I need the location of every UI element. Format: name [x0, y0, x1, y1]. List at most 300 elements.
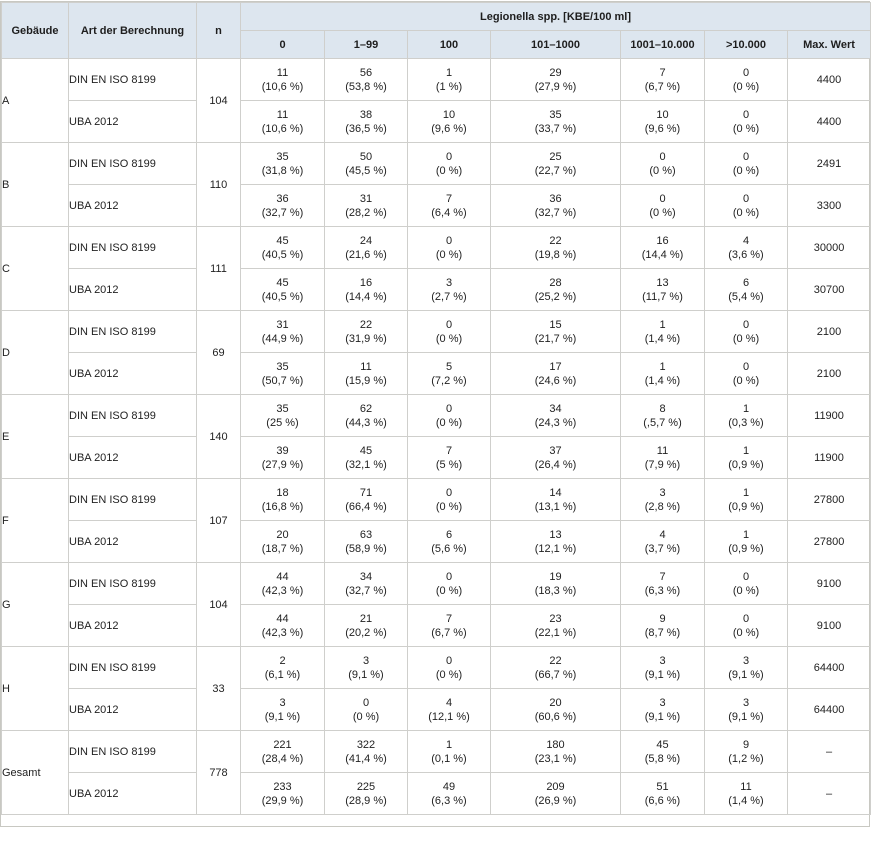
method-label: DIN EN ISO 8199 — [69, 59, 197, 101]
header-range-1001-10000: 1001–10.000 — [621, 31, 705, 59]
count-value: 3 — [742, 654, 750, 667]
percent-value: (36,5 %) — [345, 122, 387, 135]
count-value: 4 — [742, 234, 750, 247]
building-label: E — [2, 395, 69, 479]
table-row — [2, 59, 871, 101]
percent-value: (0 %) — [435, 584, 463, 597]
count-101-1000-cell — [491, 143, 621, 185]
count-value: 2 — [279, 654, 286, 667]
sample-count: 140 — [197, 395, 241, 479]
count-1-99-cell — [325, 689, 408, 731]
percent-value: (0,3 %) — [728, 416, 764, 429]
count-over-10000-cell — [705, 437, 788, 479]
max-value: – — [788, 731, 871, 773]
count-101-1000-cell — [491, 647, 621, 689]
table-body — [2, 59, 871, 815]
percent-value: (10,6 %) — [261, 80, 304, 93]
count-0-cell — [241, 563, 325, 605]
count-0-cell — [241, 59, 325, 101]
count-1-99-cell — [325, 773, 408, 815]
percent-value: (50,7 %) — [261, 374, 304, 387]
count-value: 10 — [442, 108, 456, 121]
count-value: 50 — [359, 150, 373, 163]
count-100-cell — [408, 353, 491, 395]
count-0-cell — [241, 311, 325, 353]
max-value: 27800 — [788, 521, 871, 563]
count-0-cell — [241, 185, 325, 227]
count-value: 22 — [549, 654, 562, 667]
count-value: 7 — [659, 570, 666, 583]
count-value: 11 — [740, 780, 752, 793]
count-value: 180 — [546, 738, 565, 751]
count-value: 0 — [742, 108, 750, 121]
percent-value: (7,9 %) — [644, 458, 681, 471]
count-100-cell — [408, 185, 491, 227]
table-row — [2, 731, 871, 773]
count-101-1000-cell — [491, 521, 621, 563]
method-label: DIN EN ISO 8199 — [69, 731, 197, 773]
count-value: 20 — [549, 696, 562, 709]
building-label: A — [2, 59, 69, 143]
count-over-10000-cell — [705, 479, 788, 521]
count-value: 11 — [276, 108, 289, 121]
count-value: 0 — [445, 150, 453, 163]
percent-value: (12,1 %) — [428, 710, 470, 723]
method-label: DIN EN ISO 8199 — [69, 395, 197, 437]
count-1-99-cell — [325, 605, 408, 647]
building-label: H — [2, 647, 69, 731]
count-101-1000-cell — [491, 311, 621, 353]
count-value: 63 — [359, 528, 373, 541]
method-label: DIN EN ISO 8199 — [69, 563, 197, 605]
percent-value: (3,6 %) — [728, 248, 764, 261]
count-101-1000-cell — [491, 437, 621, 479]
count-value: 0 — [742, 612, 750, 625]
percent-value: (45,5 %) — [345, 164, 387, 177]
count-1001-10000-cell — [621, 647, 705, 689]
percent-value: (23,1 %) — [534, 752, 577, 765]
percent-value: (66,7 %) — [534, 668, 577, 681]
count-value: 3 — [742, 696, 750, 709]
count-1001-10000-cell — [621, 269, 705, 311]
method-label: DIN EN ISO 8199 — [69, 227, 197, 269]
count-100-cell — [408, 227, 491, 269]
header-n: n — [197, 3, 241, 59]
percent-value: (31,8 %) — [261, 164, 304, 177]
percent-value: (0 %) — [732, 374, 760, 387]
percent-value: (5,4 %) — [728, 290, 764, 303]
count-1001-10000-cell — [621, 395, 705, 437]
count-value: 0 — [445, 654, 453, 667]
percent-value: (32,1 %) — [345, 458, 387, 471]
count-value: 6 — [445, 528, 453, 541]
percent-value: (1,4 %) — [644, 332, 681, 345]
count-value: 233 — [273, 780, 292, 793]
percent-value: (58,9 %) — [345, 542, 387, 555]
max-value: 11900 — [788, 395, 871, 437]
count-value: 7 — [445, 192, 453, 205]
sample-count: 104 — [197, 563, 241, 647]
header-range-over-10000: >10.000 — [705, 31, 788, 59]
percent-value: (0 %) — [649, 206, 676, 219]
count-value: 29 — [549, 66, 562, 79]
method-label: UBA 2012 — [69, 353, 197, 395]
count-value: 20 — [276, 528, 289, 541]
count-over-10000-cell — [705, 731, 788, 773]
count-over-10000-cell — [705, 563, 788, 605]
method-label: UBA 2012 — [69, 269, 197, 311]
percent-value: (32,7 %) — [534, 206, 577, 219]
count-value: 225 — [356, 780, 376, 793]
percent-value: (0 %) — [732, 626, 760, 639]
count-1-99-cell — [325, 353, 408, 395]
count-1001-10000-cell — [621, 605, 705, 647]
percent-value: (11,7 %) — [642, 290, 683, 303]
count-value: 0 — [742, 150, 750, 163]
sample-count: 110 — [197, 143, 241, 227]
count-value: 16 — [656, 234, 669, 247]
percent-value: (18,7 %) — [261, 542, 304, 555]
count-value: 0 — [742, 192, 750, 205]
percent-value: (0,1 %) — [431, 752, 467, 765]
count-101-1000-cell — [491, 773, 621, 815]
count-value: 221 — [273, 738, 292, 751]
count-value: 51 — [656, 780, 669, 793]
building-label: C — [2, 227, 69, 311]
count-1-99-cell — [325, 101, 408, 143]
count-value: 0 — [445, 570, 453, 583]
count-1001-10000-cell — [621, 563, 705, 605]
percent-value: (26,4 %) — [534, 458, 577, 471]
percent-value: (28,4 %) — [261, 752, 304, 765]
percent-value: (6,3 %) — [431, 794, 467, 807]
header-range-1-99: 1–99 — [325, 31, 408, 59]
count-1-99-cell — [325, 395, 408, 437]
count-value: 11 — [656, 444, 669, 457]
count-value: 17 — [549, 360, 562, 373]
count-0-cell — [241, 605, 325, 647]
percent-value: (5 %) — [435, 458, 463, 471]
count-value: 14 — [549, 486, 562, 499]
header-group-legionella: Legionella spp. [KBE/100 ml] — [241, 3, 871, 31]
count-value: 8 — [659, 402, 666, 415]
count-value: 5 — [445, 360, 453, 373]
max-value: – — [788, 773, 871, 815]
count-value: 1 — [445, 66, 453, 79]
count-over-10000-cell — [705, 353, 788, 395]
count-value: 1 — [659, 318, 666, 331]
count-value: 62 — [359, 402, 373, 415]
count-value: 7 — [659, 66, 666, 79]
percent-value: (0 %) — [352, 710, 380, 723]
count-0-cell — [241, 143, 325, 185]
count-value: 15 — [549, 318, 562, 331]
percent-value: (6,1 %) — [264, 668, 301, 681]
count-101-1000-cell — [491, 689, 621, 731]
percent-value: (0 %) — [732, 164, 760, 177]
percent-value: (7,2 %) — [431, 374, 467, 387]
count-value: 34 — [549, 402, 562, 415]
percent-value: (0 %) — [732, 122, 760, 135]
percent-value: (3,7 %) — [644, 542, 681, 555]
percent-value: (0,9 %) — [728, 542, 764, 555]
building-label: D — [2, 311, 69, 395]
count-100-cell — [408, 395, 491, 437]
percent-value: (1,4 %) — [644, 374, 681, 387]
percent-value: (0 %) — [435, 332, 463, 345]
percent-value: (32,7 %) — [261, 206, 304, 219]
count-1001-10000-cell — [621, 227, 705, 269]
count-101-1000-cell — [491, 227, 621, 269]
count-over-10000-cell — [705, 59, 788, 101]
percent-value: (9,1 %) — [644, 710, 681, 723]
count-1-99-cell — [325, 437, 408, 479]
count-value: 22 — [549, 234, 562, 247]
percent-value: (0 %) — [732, 80, 760, 93]
count-over-10000-cell — [705, 521, 788, 563]
count-0-cell — [241, 773, 325, 815]
percent-value: (8,7 %) — [644, 626, 681, 639]
count-value: 3 — [362, 654, 370, 667]
sample-count: 104 — [197, 59, 241, 143]
max-value: 2491 — [788, 143, 871, 185]
count-value: 22 — [359, 318, 373, 331]
count-101-1000-cell — [491, 479, 621, 521]
percent-value: (40,5 %) — [261, 248, 304, 261]
count-value: 209 — [546, 780, 565, 793]
count-1001-10000-cell — [621, 59, 705, 101]
percent-value: (0 %) — [435, 416, 463, 429]
count-value: 0 — [742, 570, 750, 583]
count-0-cell — [241, 437, 325, 479]
sample-count: 107 — [197, 479, 241, 563]
count-value: 25 — [549, 150, 562, 163]
percent-value: (33,7 %) — [534, 122, 577, 135]
count-value: 0 — [362, 696, 370, 709]
max-value: 9100 — [788, 605, 871, 647]
count-value: 0 — [445, 234, 453, 247]
count-value: 31 — [359, 192, 373, 205]
count-value: 6 — [742, 276, 750, 289]
percent-value: (42,3 %) — [261, 584, 304, 597]
percent-value: (60,6 %) — [534, 710, 577, 723]
count-101-1000-cell — [491, 731, 621, 773]
count-101-1000-cell — [491, 353, 621, 395]
percent-value: (66,4 %) — [345, 500, 387, 513]
count-value: 9 — [659, 612, 666, 625]
count-0-cell — [241, 479, 325, 521]
percent-value: (2,8 %) — [644, 500, 681, 513]
count-value: 49 — [442, 780, 456, 793]
count-100-cell — [408, 59, 491, 101]
count-value: 11 — [360, 360, 372, 373]
percent-value: (13,1 %) — [534, 500, 577, 513]
count-value: 322 — [356, 738, 376, 751]
table-row — [2, 227, 871, 269]
count-value: 35 — [276, 150, 289, 163]
percent-value: (12,1 %) — [534, 542, 577, 555]
percent-value: (2,7 %) — [431, 290, 467, 303]
count-value: 24 — [359, 234, 373, 247]
count-value: 36 — [549, 192, 562, 205]
percent-value: (10,6 %) — [261, 122, 304, 135]
table-row — [2, 773, 871, 815]
table-row — [2, 143, 871, 185]
method-label: UBA 2012 — [69, 185, 197, 227]
count-value: 38 — [359, 108, 373, 121]
count-value: 0 — [445, 402, 453, 415]
percent-value: (9,1 %) — [644, 668, 681, 681]
count-1001-10000-cell — [621, 731, 705, 773]
percent-value: (25 %) — [266, 416, 299, 429]
table-row — [2, 521, 871, 563]
max-value: 3300 — [788, 185, 871, 227]
header-building: Gebäude — [2, 3, 69, 59]
count-value: 11 — [276, 66, 289, 79]
count-value: 34 — [359, 570, 373, 583]
count-value: 36 — [276, 192, 289, 205]
percent-value: (26,9 %) — [534, 794, 577, 807]
percent-value: (1,2 %) — [728, 752, 764, 765]
count-value: 45 — [276, 276, 289, 289]
method-label: DIN EN ISO 8199 — [69, 479, 197, 521]
table-row — [2, 395, 871, 437]
percent-value: (14,4 %) — [641, 248, 684, 261]
count-value: 3 — [279, 696, 286, 709]
table-row — [2, 563, 871, 605]
method-label: UBA 2012 — [69, 437, 197, 479]
count-1001-10000-cell — [621, 353, 705, 395]
count-value: 56 — [359, 66, 373, 79]
count-1-99-cell — [325, 521, 408, 563]
count-1-99-cell — [325, 563, 408, 605]
count-over-10000-cell — [705, 395, 788, 437]
count-value: 1 — [742, 444, 750, 457]
count-101-1000-cell — [491, 395, 621, 437]
count-0-cell — [241, 647, 325, 689]
count-value: 0 — [445, 486, 453, 499]
percent-value: (42,3 %) — [261, 626, 304, 639]
percent-value: (24,6 %) — [534, 374, 577, 387]
count-over-10000-cell — [705, 269, 788, 311]
percent-value: (44,9 %) — [261, 332, 304, 345]
count-0-cell — [241, 689, 325, 731]
count-value: 1 — [742, 402, 750, 415]
percent-value: (19,8 %) — [534, 248, 577, 261]
percent-value: (21,7 %) — [534, 332, 577, 345]
sample-count: 69 — [197, 311, 241, 395]
max-value: 30000 — [788, 227, 871, 269]
count-over-10000-cell — [705, 605, 788, 647]
count-over-10000-cell — [705, 101, 788, 143]
percent-value: (,5,7 %) — [643, 416, 682, 429]
count-value: 3 — [659, 654, 666, 667]
count-100-cell — [408, 689, 491, 731]
count-value: 13 — [549, 528, 562, 541]
percent-value: (27,9 %) — [534, 80, 577, 93]
percent-value: (28,9 %) — [345, 794, 387, 807]
count-over-10000-cell — [705, 185, 788, 227]
header-range-0: 0 — [241, 31, 325, 59]
percent-value: (5,6 %) — [431, 542, 467, 555]
count-1-99-cell — [325, 185, 408, 227]
percent-value: (32,7 %) — [345, 584, 387, 597]
header-method: Art der Berechnung — [69, 3, 197, 59]
percent-value: (18,3 %) — [534, 584, 577, 597]
percent-value: (0 %) — [732, 584, 760, 597]
count-value: 3 — [659, 486, 666, 499]
count-100-cell — [408, 311, 491, 353]
count-101-1000-cell — [491, 185, 621, 227]
percent-value: (9,6 %) — [431, 122, 467, 135]
count-value: 3 — [445, 276, 453, 289]
count-1-99-cell — [325, 311, 408, 353]
count-value: 45 — [359, 444, 373, 457]
count-value: 19 — [549, 570, 562, 583]
building-label: Gesamt — [2, 731, 69, 815]
count-101-1000-cell — [491, 563, 621, 605]
header-range-101-1000: 101–1000 — [491, 31, 621, 59]
count-1-99-cell — [325, 647, 408, 689]
count-1001-10000-cell — [621, 101, 705, 143]
count-value: 23 — [549, 612, 562, 625]
count-0-cell — [241, 269, 325, 311]
building-label: G — [2, 563, 69, 647]
count-value: 1 — [742, 528, 750, 541]
count-0-cell — [241, 521, 325, 563]
table-row — [2, 353, 871, 395]
count-1001-10000-cell — [621, 143, 705, 185]
count-value: 21 — [359, 612, 373, 625]
count-value: 0 — [659, 192, 666, 205]
count-100-cell — [408, 773, 491, 815]
percent-value: (9,1 %) — [348, 668, 384, 681]
count-1001-10000-cell — [621, 773, 705, 815]
header-max-value: Max. Wert — [788, 31, 871, 59]
table-row — [2, 185, 871, 227]
count-100-cell — [408, 479, 491, 521]
max-value: 11900 — [788, 437, 871, 479]
count-value: 35 — [276, 360, 289, 373]
count-value: 28 — [549, 276, 562, 289]
percent-value: (53,8 %) — [345, 80, 387, 93]
count-value: 71 — [359, 486, 373, 499]
table-row — [2, 605, 871, 647]
count-0-cell — [241, 731, 325, 773]
count-value: 0 — [742, 360, 750, 373]
count-1-99-cell — [325, 269, 408, 311]
count-101-1000-cell — [491, 59, 621, 101]
max-value: 2100 — [788, 311, 871, 353]
sample-count: 778 — [197, 731, 241, 815]
max-value: 2100 — [788, 353, 871, 395]
percent-value: (0 %) — [435, 500, 463, 513]
count-value: 37 — [549, 444, 562, 457]
table-row — [2, 647, 871, 689]
sample-count: 33 — [197, 647, 241, 731]
percent-value: (28,2 %) — [345, 206, 387, 219]
percent-value: (9,1 %) — [264, 710, 301, 723]
percent-value: (1,4 %) — [728, 794, 764, 807]
percent-value: (0 %) — [435, 668, 463, 681]
count-over-10000-cell — [705, 227, 788, 269]
count-100-cell — [408, 101, 491, 143]
percent-value: (14,4 %) — [345, 290, 387, 303]
table-row — [2, 479, 871, 521]
count-value: 0 — [659, 150, 666, 163]
sample-count: 111 — [197, 227, 241, 311]
count-value: 0 — [742, 66, 750, 79]
